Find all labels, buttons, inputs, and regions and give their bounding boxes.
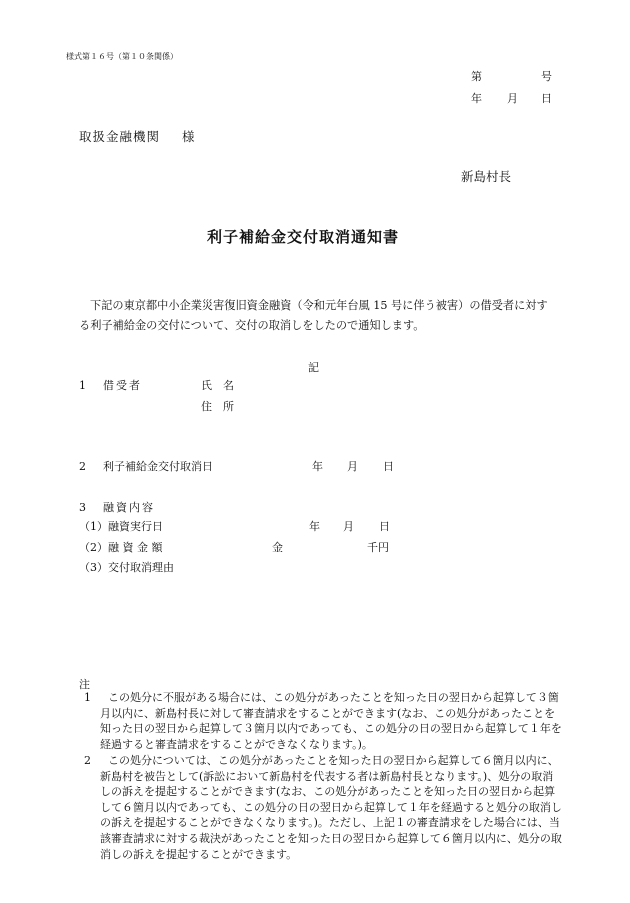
loan-amount-currency: 金 — [272, 541, 283, 554]
item1-number: 1 — [79, 379, 86, 392]
note-1-number: 1 — [84, 691, 91, 704]
notice-body: 下記の東京都中小企業災害復旧資金融資（令和元年台風 15 号に伴う被害）の借受者に対する利子補給金の交付について、交付の取消しをしたので通知します。 — [79, 299, 548, 332]
loan-amount-label: （2）融 資 金 額 — [79, 541, 163, 554]
note-1-text: この処分に不服がある場合には、この処分があったことを知った日の翌日から起算して３箇月以内に、新島村長に対して審査請求をすることができます(なお、この処分があったことを知った日の翌日から起算して３箇月以内であっても、この処分の日の翌日から起算して１年を経過すると審査請求をすることができなくなります。)。 — [100, 691, 562, 751]
item1-label: 借受者 — [103, 379, 142, 392]
note-2 — [84, 753, 564, 863]
document-number-prefix: 第 — [471, 70, 482, 83]
cancel-date-day: 日 — [383, 460, 394, 473]
document-number-suffix: 号 — [541, 70, 552, 83]
loan-date-month: 月 — [343, 520, 354, 533]
note-2-number: 2 — [84, 754, 91, 767]
item2-number: 2 — [79, 460, 86, 473]
item3-label: 融資内容 — [103, 501, 155, 514]
record-label: 記 — [308, 361, 319, 374]
item2-label: 利子補給金交付取消日 — [103, 460, 213, 473]
cancel-date-month: 月 — [347, 460, 358, 473]
document-title: 利子補給金交付取消通知書 — [207, 228, 400, 246]
borrower-name-label: 氏 名 — [201, 379, 234, 392]
addressee-honorific: 様 — [182, 129, 195, 144]
loan-execution-date-label: （1）融資実行日 — [79, 520, 163, 533]
note-2-text: この処分については、この処分があったことを知った日の翌日から起算して６箇月以内に、新島村を被告として(訴訟において新島村を代表する者は新島村長となります。)、処分の取消しの訴えを提起することができます(なお、この処分があったことを知った日の翌日から起算して６箇月以内であっても、この処分の日の翌日から起算して１年を経過すると処分の取消しの訴えを提起することができなくなります。)。ただし、上記１の審査請求をした場合には、当該審査請求に対する裁決があったことを知った日の翌日から起算して６箇月以内に、処分の取消しの訴えを提起することができます。 — [100, 754, 562, 861]
loan-date-year: 年 — [309, 520, 320, 533]
loan-date-day: 日 — [379, 520, 390, 533]
loan-amount-unit: 千円 — [367, 541, 389, 554]
date-day: 日 — [541, 92, 552, 105]
item3-number: 3 — [79, 501, 86, 514]
notes-heading: 注 — [79, 678, 90, 691]
date-year: 年 — [471, 92, 482, 105]
cancel-date-year: 年 — [312, 460, 323, 473]
addressee-name: 取扱金融機関 — [79, 129, 161, 144]
borrower-address-label: 住 所 — [201, 400, 234, 413]
sender-name: 新島村長 — [461, 169, 512, 184]
cancellation-reason-label: （3）交付取消理由 — [79, 561, 174, 574]
note-1 — [84, 690, 564, 750]
form-number: 様式第１６号（第１０条関係） — [66, 52, 178, 61]
date-month: 月 — [507, 92, 518, 105]
